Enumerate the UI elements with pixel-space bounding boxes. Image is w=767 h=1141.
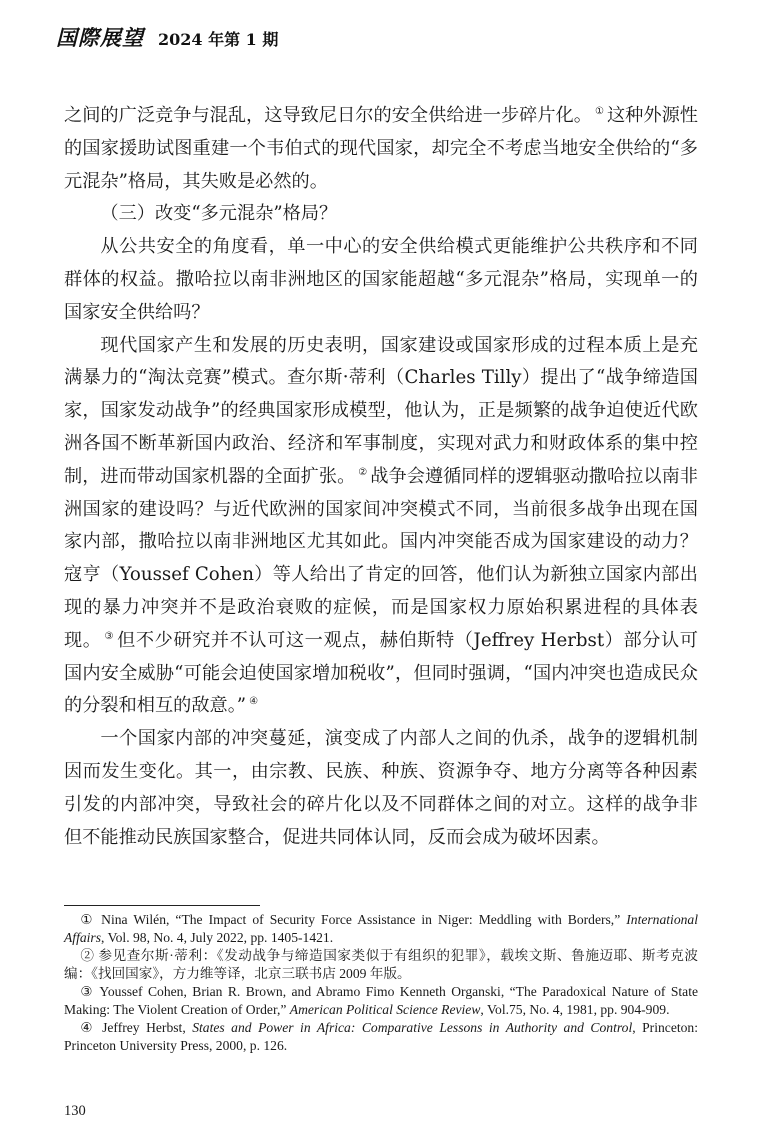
text-run: 之间的广泛竞争与混乱，这导致尼日尔的安全供给进一步碎片化。 [64,105,592,126]
footnote-mark: ② [80,948,95,963]
text-run: , Princeton: Princeton University Press, 2000, p. 126. [64,1020,698,1053]
text-run: Nina Wilén, “The Impact of Security Force Assistance in Niger: Meddling with Borders,” [101,912,627,927]
footnotes [64,911,698,1055]
running-header [56,22,278,52]
footnote-1 [64,911,698,947]
footnote-2 [64,947,698,983]
page-number: 130 [64,1103,86,1119]
section-heading: （三）改变“多元混杂”格局？ [100,203,338,225]
text-run: 这种外源性的国家援助试图重建一个韦伯式的现代国家，却完全不考虑当地安全供给的“多元混杂”格局，其失败是必然的。 [64,105,698,192]
footnote-ref-2[interactable]: ② [358,466,368,478]
footnote-3 [64,983,698,1019]
text-run: 战争会遵循同样的逻辑驱动撒哈拉以南非洲国家的建设吗？与近代欧洲的国家间冲突模式不同，当前很多战争出现在国家内部，撒哈拉以南非洲地区尤其如此。国内冲突能否成为国家建设的动力？寇亨（Youssef Cohen）等人给出了肯定的回答，他们认为新独立国家内部出现的暴力冲突并不是政治衰败的症候，而是国家权力原始积累进程的具体表现。 [64,465,698,651]
footnote-ref-1[interactable]: ① [594,105,604,117]
footnote-mark: ④ [80,1020,96,1035]
journal-name: 国際展望 [56,25,144,50]
text-run: , Vol.75, No. 4, 1981, pp. 904-909. [480,1002,670,1017]
paragraph-2: 从公共安全的角度看，单一中心的安全供给模式更能维护公共秩序和不同群体的权益。撒哈拉以南非洲地区的国家能超越“多元混杂”格局，实现单一的国家安全供给吗？ [64,236,698,323]
body-text [64,100,698,854]
footnote-divider [64,905,260,906]
paragraph-4: 一个国家内部的冲突蔓延，演变成了内部人之间的仇杀，战争的逻辑机制因而发生变化。其一，由宗教、民族、种族、资源争夺、地方分离等各种因素引发的内部冲突，导致社会的碎片化以及不同群体之间的对立。这样的战争非但不能推动民族国家整合，促进共同体认同，反而会成为破坏因素。 [64,728,698,848]
text-run: , Vol. 98, No. 4, July 2022, pp. 1405-1421. [101,930,334,945]
text-run: 参见查尔斯·蒂利：《发动战争与缔造国家类似于有组织的犯罪》，载埃文斯、鲁施迈耶、斯考克波编：《找回国家》，方力维等译，北京三联书店 2009 年版。 [64,948,698,981]
text-run: Youssef Cohen, Brian R. Brown, and Abramo Fimo Kenneth Organski, “The Paradoxical Nature of State Making: The Violent Creation of Order,” [64,984,698,1017]
journal-title: American Political Science Review [289,1002,481,1017]
issue-label: 2024 年第 1 期 [158,30,279,49]
footnote-4 [64,1019,698,1055]
paragraph-3 [64,330,698,724]
paragraph-1 [64,100,698,198]
journal-title: International Affairs [64,912,698,945]
text-run: Jeffrey Herbst, [102,1020,193,1035]
footnote-ref-4[interactable]: ④ [249,696,259,708]
footnote-mark: ① [80,912,96,927]
text-run: 现代国家产生和发展的历史表明，国家建设或国家形成的过程本质上是充满暴力的“淘汰竞赛”模式。查尔斯·蒂利（Charles Tilly）提出了“战争缔造国家，国家发动战争”的经典国家形成模型，他认为，正是频繁的战争迫使近代欧洲各国不断革新国内政治、经济和军事制度，实现对武力和财政体系的集中控制，进而带动国家机器的全面扩张。 [64,334,698,487]
footnote-ref-3[interactable]: ③ [104,630,115,642]
text-run: 但不少研究并不认可这一观点，赫伯斯特（Jeffrey Herbst）部分认可国内安全威胁“可能会迫使国家增加税收”，但同时强调，“国内冲突也造成民众的分裂和相互的敌意。” [64,629,698,717]
footnote-mark: ③ [80,984,95,999]
book-title: States and Power in Africa: Comparative Lessons in Authority and Control [192,1020,633,1035]
